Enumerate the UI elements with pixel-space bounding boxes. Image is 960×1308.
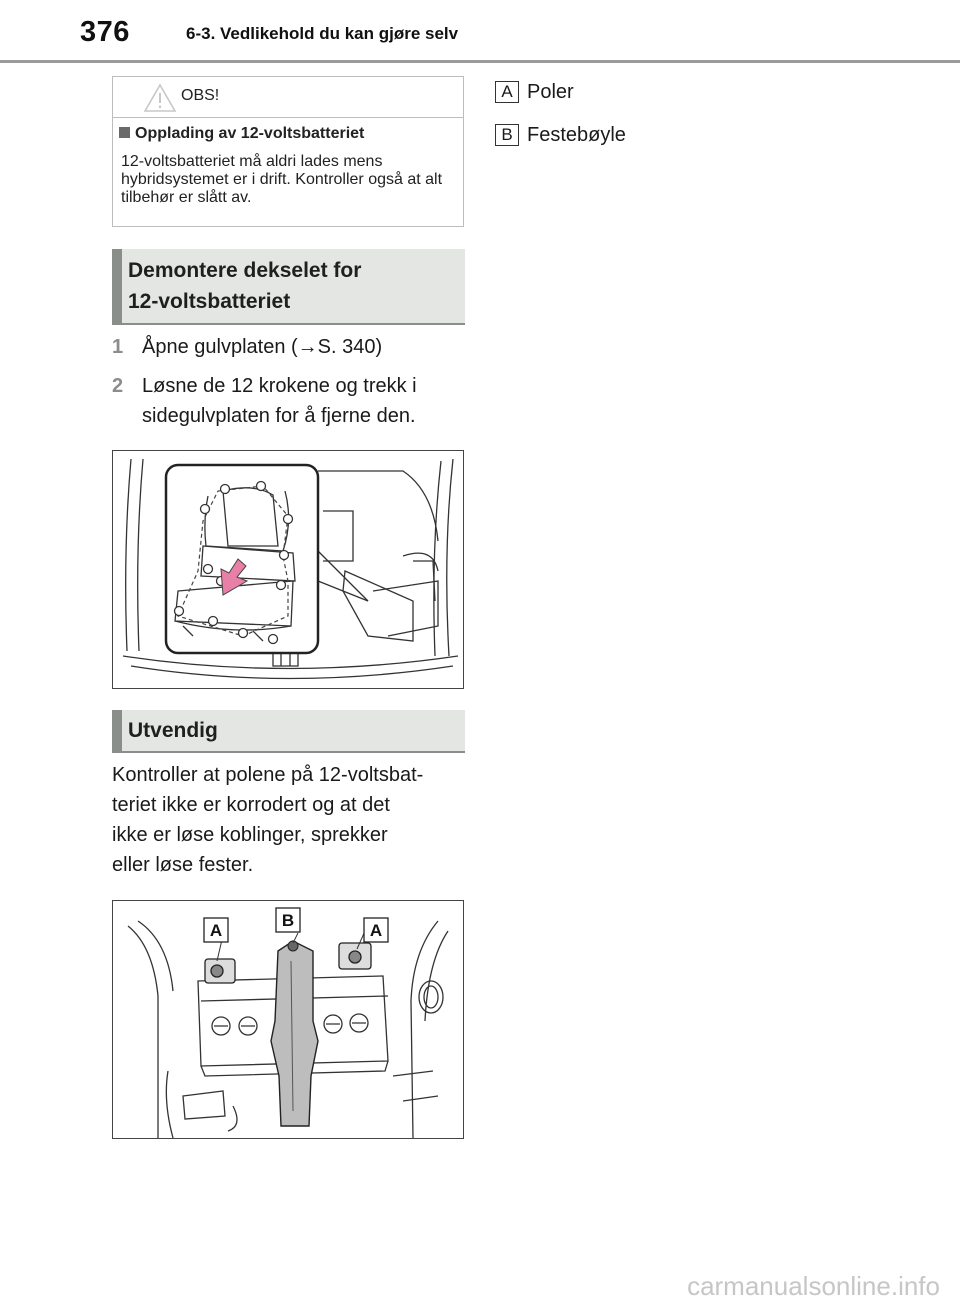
section-heading-exterior	[112, 710, 465, 753]
heading-text	[128, 255, 361, 317]
paragraph-line: Kontroller at polene på 12-voltsbat-	[112, 764, 424, 786]
section-heading-battery-cover	[112, 249, 465, 325]
legend-label: Festebøyle	[527, 124, 626, 146]
notice-header	[113, 77, 463, 118]
figure-label-b: B	[281, 911, 295, 930]
watermark: carmanualsonline.info	[687, 1271, 940, 1301]
heading-accent-bar	[112, 249, 122, 323]
trunk-floor-illustration	[113, 451, 463, 688]
square-bullet-icon	[119, 127, 130, 138]
legend-key: B	[495, 124, 519, 146]
step-2	[112, 371, 417, 431]
step-text-continued: sidegulvplaten for å fjerne den.	[142, 405, 416, 427]
figure-battery	[112, 900, 464, 1139]
notice-box	[112, 76, 464, 227]
paragraph-line: ikke er løse koblinger, sprekker	[112, 824, 388, 846]
page-number: 376	[80, 16, 130, 48]
figure-label-a: A	[209, 921, 223, 940]
heading-accent-bar	[112, 710, 122, 751]
heading-text: Utvendig	[128, 719, 218, 742]
step-number: 1	[112, 336, 124, 358]
battery-illustration	[113, 901, 463, 1138]
heading-line: 12-voltsbatteriet	[128, 290, 291, 313]
legend-item-a	[495, 81, 574, 104]
step-text: Løsne de 12 krokene og trekk i	[142, 375, 417, 397]
legend-label: Poler	[527, 81, 574, 103]
notice-label: OBS!	[181, 87, 220, 104]
paragraph-line: eller løse fester.	[112, 854, 254, 876]
notice-text: 12-voltsbatteriet må aldri lades mens hybridsystemet er i drift. Kontroller også at alt tilbehør er slått av.	[121, 153, 443, 206]
legend-key: A	[495, 81, 519, 103]
exterior-paragraph	[112, 760, 472, 880]
notice-subtitle	[119, 125, 364, 143]
step-1	[112, 332, 382, 362]
figure-label-a: A	[369, 921, 383, 940]
notice-subtitle-text: Opplading av 12-voltsbatteriet	[135, 125, 365, 142]
legend-item-b	[495, 124, 626, 147]
section-title: 6-3. Vedlikehold du kan gjøre selv	[186, 24, 459, 43]
step-text: Åpne gulvplaten (→S. 340)	[142, 336, 383, 358]
figure-trunk-floor	[112, 450, 464, 689]
warning-icon	[143, 83, 177, 113]
heading-line: Demontere dekselet for	[128, 259, 362, 282]
step-number: 2	[112, 375, 124, 397]
header-divider	[0, 60, 960, 63]
paragraph-line: teriet ikke er korrodert og at det	[112, 794, 390, 816]
